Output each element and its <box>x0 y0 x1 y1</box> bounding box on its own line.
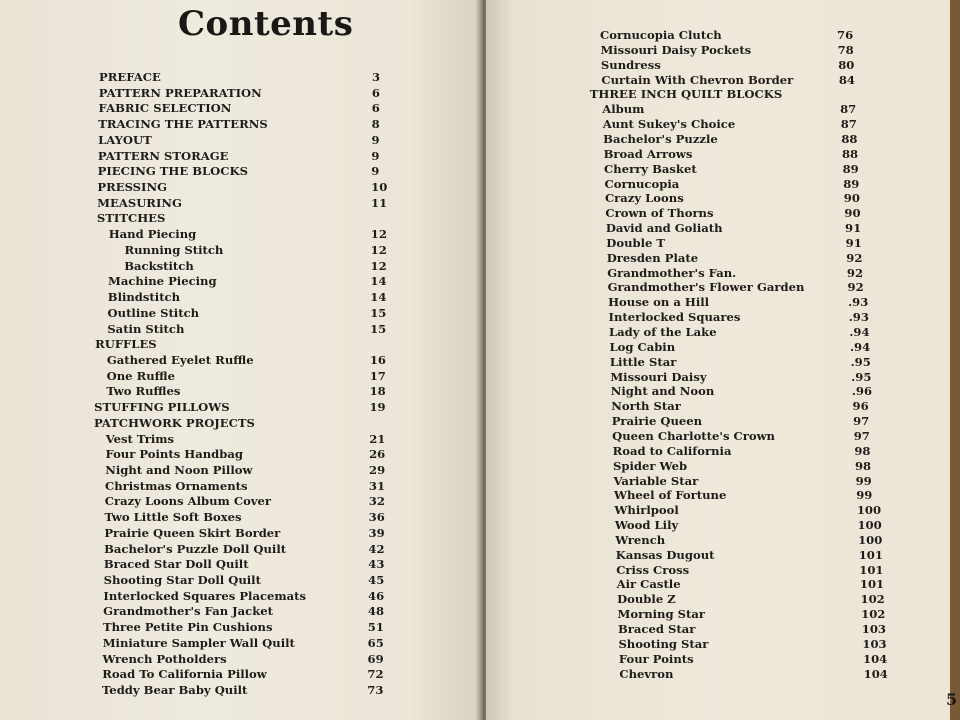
toc-entry-label: PRESSING <box>97 180 167 195</box>
toc-entry-page: 17 <box>369 368 386 383</box>
toc-entry-label: Gathered Eyelet Ruffle <box>106 352 254 367</box>
toc-entry-label: STITCHES <box>96 211 166 226</box>
toc-entry-label: Christmas Ornaments <box>105 478 248 493</box>
toc-entry-page: 6 <box>371 101 380 116</box>
toc-entry <box>606 236 885 251</box>
toc-entry-label: PATTERN STORAGE <box>97 148 229 163</box>
toc-entry-page: 104 <box>863 666 888 681</box>
toc-entry <box>108 274 410 289</box>
toc-entry-page: 26 <box>369 447 386 462</box>
toc-entry-page: 91 <box>845 221 862 236</box>
toc-entry-page: .96 <box>851 384 873 399</box>
toc-entry <box>104 542 408 557</box>
toc-entry-label: House on a Hill <box>608 295 710 310</box>
toc-entry <box>618 622 902 637</box>
toc-entry-page: 100 <box>858 532 883 547</box>
toc-entry-page: 84 <box>838 72 855 87</box>
toc-entry-page: 45 <box>368 573 385 588</box>
toc-entry-page: 14 <box>370 290 387 305</box>
toc-entry-label: Sundress <box>600 57 661 72</box>
toc-entry <box>102 683 407 698</box>
toc-entry-page: 103 <box>862 636 887 651</box>
toc-entry-page: 101 <box>859 562 884 577</box>
toc-entry-page: 9 <box>371 164 380 179</box>
toc-entry-page: 87 <box>840 102 857 117</box>
toc-entry <box>602 102 880 117</box>
toc-entry-page: 76 <box>837 28 854 42</box>
toc-entry-page: 19 <box>369 400 386 415</box>
toc-entry-page: 99 <box>855 473 872 488</box>
toc-entry-page: 89 <box>842 161 859 176</box>
toc-entry <box>105 463 409 478</box>
toc-entry-label: Log Cabin <box>609 339 676 354</box>
toc-entry-label: Bachelor's Puzzle Doll Quilt <box>104 541 287 556</box>
toc-entry <box>98 149 412 164</box>
toc-entry-label: Running Stitch <box>124 242 224 257</box>
toc-entry-label: Dresden Plate <box>606 250 699 265</box>
toc-entry-page: 97 <box>853 414 870 429</box>
toc-entry-label: Whirlpool <box>614 503 679 518</box>
toc-entry-page: 72 <box>367 667 384 682</box>
toc-entry <box>618 607 902 622</box>
toc-entry-label: Two Little Soft Boxes <box>104 510 242 525</box>
toc-entry-label: Bachelor's Puzzle <box>603 131 718 146</box>
toc-entry <box>603 132 881 147</box>
toc-entry-label: Hand Piecing <box>108 227 197 242</box>
toc-entry-label: Shooting Star <box>618 636 709 651</box>
toc-entry-label: Air Castle <box>616 577 681 592</box>
toc-entry-label: STUFFING PILLOWS <box>94 400 230 415</box>
toc-entry <box>614 488 896 503</box>
toc-entry-page: 9 <box>371 132 380 147</box>
toc-entry-label: Grandmother's Fan. <box>607 265 737 280</box>
toc-entry-page: 97 <box>853 428 870 443</box>
toc-entry-page: 36 <box>368 510 385 525</box>
toc-entry-page: 92 <box>846 265 864 280</box>
toc-entry-page: 46 <box>368 588 385 603</box>
toc-entry-label: Four Points Handbag <box>105 447 243 462</box>
toc-entry <box>605 206 884 221</box>
toc-entry-label: Spider Web <box>613 458 688 473</box>
toc-entry-page: 12 <box>370 258 387 273</box>
toc-entry <box>608 295 888 310</box>
toc-entry-label: Wood Lily <box>614 518 679 533</box>
toc-entry-page: 6 <box>371 85 380 100</box>
toc-entry-label: LAYOUT <box>98 132 152 147</box>
toc-entry <box>612 414 893 429</box>
toc-entry-page: 11 <box>371 195 388 210</box>
toc-entry-page: 104 <box>863 651 888 666</box>
toc-entry-page: 102 <box>861 607 886 622</box>
toc-entry <box>99 101 412 116</box>
toc-entry <box>124 243 410 258</box>
toc-entry-page: 102 <box>860 592 885 607</box>
toc-entry-label: Miniature Sampler Wall Quilt <box>102 635 295 650</box>
toc-entry <box>617 577 900 592</box>
toc-entry-label: Blindstitch <box>107 290 181 305</box>
toc-entry <box>107 353 410 368</box>
toc-entry-label: Vest Trims <box>105 431 175 446</box>
toc-entry <box>609 325 889 340</box>
toc-entry-page: 29 <box>369 463 386 477</box>
toc-entry-page: 89 <box>843 176 860 191</box>
toc-entry <box>605 177 884 192</box>
toc-entry <box>614 474 896 489</box>
toc-entry <box>605 191 884 206</box>
toc-entry <box>610 355 891 370</box>
right-toc-list <box>486 0 950 720</box>
toc-entry <box>619 652 903 667</box>
toc-entry <box>615 518 898 533</box>
toc-entry <box>609 340 890 355</box>
toc-entry-label: Crown of Thorns <box>605 206 714 221</box>
toc-entry-page: 90 <box>843 191 860 206</box>
toc-entry <box>600 28 877 43</box>
toc-entry-page: .95 <box>851 369 872 384</box>
toc-entry <box>124 259 410 274</box>
toc-entry-label: Album <box>602 102 645 117</box>
toc-entry <box>106 432 410 447</box>
toc-entry <box>608 280 888 295</box>
toc-entry-page: .95 <box>850 354 871 369</box>
toc-entry-page: 51 <box>367 620 384 635</box>
toc-entry <box>604 162 883 177</box>
toc-entry <box>616 563 899 578</box>
toc-entry-page: 42 <box>368 541 385 556</box>
toc-entry-page: 43 <box>368 557 385 572</box>
toc-entry <box>601 73 879 88</box>
toc-entry-label: TRACING THE PATTERNS <box>98 117 268 132</box>
toc-entry <box>612 429 894 444</box>
toc-entry-page: 101 <box>858 547 883 562</box>
toc-entry-label: PREFACE <box>99 70 161 84</box>
toc-entry-label: Four Points <box>618 651 694 666</box>
toc-entry-label: Lady of the Lake <box>609 325 717 339</box>
toc-entry <box>600 43 877 58</box>
toc-entry <box>97 180 411 195</box>
toc-entry-page: 10 <box>371 180 388 195</box>
toc-entry-page: 8 <box>371 117 380 132</box>
toc-entry <box>619 667 903 682</box>
toc-entry-page: 3 <box>372 70 381 84</box>
toc-entry-page: 73 <box>367 683 384 698</box>
toc-entry-page: 48 <box>367 604 385 619</box>
toc-entry-page: 96 <box>852 399 869 414</box>
toc-entry-page: 98 <box>854 458 872 473</box>
toc-entry-page: 80 <box>838 57 855 72</box>
toc-entry <box>610 370 891 385</box>
toc-entry-label: FABRIC SELECTION <box>98 101 232 116</box>
toc-entry-label: Crazy Loons Album Cover <box>104 494 272 509</box>
toc-entry-page: 31 <box>368 478 386 493</box>
toc-entry-page: 15 <box>370 305 387 320</box>
toc-entry-label: Morning Star <box>617 607 705 622</box>
toc-entry <box>611 384 892 399</box>
toc-entry <box>103 589 408 604</box>
toc-entry <box>590 87 880 102</box>
toc-entry-page: 39 <box>368 525 385 540</box>
toc-entry-label: Queen Charlotte's Crown <box>612 428 775 443</box>
toc-entry-label: Missouri Daisy Pockets <box>600 42 752 57</box>
toc-entry-label: Outline Stitch <box>107 305 200 320</box>
toc-entry <box>607 266 887 281</box>
toc-entry-page: 98 <box>854 443 871 458</box>
toc-entry-label: North Star <box>611 399 681 414</box>
toc-entry-page: 90 <box>844 206 861 221</box>
toc-entry-page: 88 <box>841 131 858 146</box>
toc-entry <box>604 147 882 162</box>
toc-entry-label: Prairie Queen <box>611 414 703 429</box>
toc-entry-label: Wrench <box>615 532 666 547</box>
toc-entry <box>607 251 887 266</box>
toc-entry-page: 12 <box>370 242 387 257</box>
toc-entry-label: PIECING THE BLOCKS <box>97 164 248 179</box>
toc-entry-label: Braced Star Doll Quilt <box>103 557 249 572</box>
toc-entry <box>611 399 892 414</box>
toc-entry-page: .94 <box>850 339 871 354</box>
toc-entry-label: Interlocked Squares <box>608 310 741 325</box>
toc-entry <box>105 479 409 494</box>
toc-entry <box>108 290 411 305</box>
toc-entry-label: Interlocked Squares Placemats <box>103 588 307 603</box>
page-title: Contents <box>178 4 354 44</box>
toc-entry-label: Night and Noon <box>610 384 715 399</box>
toc-entry <box>105 494 409 509</box>
toc-entry <box>613 459 895 474</box>
toc-entry-label: Variable Star <box>613 473 699 488</box>
toc-entry-label: Missouri Daisy <box>610 369 707 384</box>
toc-entry-label: Crazy Loons <box>604 191 684 206</box>
toc-entry-label: PATTERN PREPARATION <box>98 85 262 100</box>
toc-entry <box>109 227 411 242</box>
toc-entry-label: Road to California <box>612 443 732 458</box>
toc-entry-page: .94 <box>849 325 870 339</box>
toc-entry-page: 65 <box>367 635 384 650</box>
toc-entry-page: 9 <box>371 148 380 163</box>
toc-entry-label: Aunt Sukey's Choice <box>602 117 736 132</box>
toc-entry-label: Two Ruffles <box>106 384 181 399</box>
toc-entry <box>108 306 411 321</box>
toc-entry <box>103 604 408 619</box>
toc-entry <box>606 221 885 236</box>
toc-entry-label: David and Goliath <box>605 221 723 236</box>
toc-entry <box>99 86 412 101</box>
toc-entry <box>614 503 896 518</box>
toc-entry <box>102 652 407 667</box>
toc-entry <box>94 400 409 415</box>
toc-entry-label: Braced Star <box>618 622 696 636</box>
toc-entry-label: Cornucopia Clutch <box>600 28 722 42</box>
toc-entry-label: Night and Noon Pillow <box>105 463 253 477</box>
toc-entry-label: Road To California Pillow <box>102 667 267 682</box>
toc-entry-label: Cornucopia <box>604 176 680 191</box>
toc-entry-page: 32 <box>368 494 385 509</box>
toc-entry <box>97 211 411 226</box>
toc-entry <box>609 310 889 325</box>
toc-entry-label: Backstitch <box>124 258 194 273</box>
toc-entry <box>617 592 900 607</box>
toc-entry-label: RUFFLES <box>95 337 157 352</box>
toc-entry-label: Double T <box>606 235 666 250</box>
toc-entry-label: MEASURING <box>97 195 182 210</box>
toc-entry-label: Grandmother's Fan Jacket <box>103 604 274 619</box>
toc-entry <box>105 510 409 525</box>
toc-entry-label: Machine Piecing <box>108 274 217 289</box>
toc-entry <box>104 526 408 541</box>
toc-entry-page: 92 <box>846 250 863 265</box>
toc-entry-page: 100 <box>857 518 882 533</box>
toc-entry <box>603 117 881 132</box>
toc-entry-page: .93 <box>848 310 869 325</box>
toc-entry-label: Broad Arrows <box>603 146 693 161</box>
toc-entry <box>94 416 409 431</box>
toc-entry-label: Grandmother's Flower Garden <box>607 280 805 295</box>
toc-entry-page: 21 <box>369 431 386 446</box>
toc-entry-label: Chevron <box>619 666 674 681</box>
toc-entry <box>615 533 898 548</box>
toc-entry-page: 91 <box>845 235 862 250</box>
toc-entry <box>106 384 409 399</box>
toc-entry <box>104 573 409 588</box>
toc-entry <box>98 133 411 148</box>
toc-entry-label: Satin Stitch <box>107 321 185 336</box>
toc-entry <box>97 196 411 211</box>
table-edge <box>950 0 960 720</box>
toc-entry <box>103 620 408 635</box>
toc-entry-page: 100 <box>856 503 882 518</box>
toc-entry <box>107 369 410 384</box>
toc-entry <box>95 337 410 352</box>
toc-entry-page: 99 <box>856 488 873 503</box>
toc-entry-label: Kansas Dugout <box>615 547 715 562</box>
toc-entry-page: 101 <box>859 577 885 592</box>
toc-entry <box>99 70 412 85</box>
toc-entry <box>105 447 409 462</box>
toc-entry-page: 92 <box>847 280 864 295</box>
toc-entry-page: 16 <box>369 352 386 367</box>
toc-entry-page: 14 <box>370 274 387 289</box>
toc-entry-page: 12 <box>370 227 387 242</box>
toc-entry-page: .93 <box>848 295 869 310</box>
toc-entry <box>98 164 412 179</box>
toc-entry-page: 69 <box>367 651 384 666</box>
toc-entry <box>98 117 411 132</box>
toc-entry-label: Double Z <box>617 592 676 607</box>
toc-entry <box>618 637 902 652</box>
toc-entry-label: One Ruffle <box>106 368 175 383</box>
page-number: 5 <box>946 690 958 709</box>
toc-entry-page: 103 <box>861 622 886 636</box>
toc-entry-label: Curtain With Chevron Border <box>601 72 794 87</box>
toc-entry-label: Criss Cross <box>616 562 690 577</box>
toc-entry-label: Three Petite Pin Cushions <box>102 620 273 635</box>
toc-entry-label: THREE INCH QUILT BLOCKS <box>589 87 783 102</box>
toc-entry <box>107 322 410 337</box>
toc-entry <box>104 557 408 572</box>
toc-entry-label: Wrench Potholders <box>102 651 227 666</box>
toc-entry-label: Wheel of Fortune <box>613 488 727 503</box>
right-page <box>486 0 950 720</box>
toc-entry <box>616 548 899 563</box>
toc-entry <box>103 636 408 651</box>
toc-entry-page: 88 <box>841 146 859 161</box>
toc-entry-page: 15 <box>370 321 387 336</box>
toc-entry-page: 87 <box>840 117 857 132</box>
toc-entry-page: 78 <box>837 42 854 57</box>
toc-entry <box>102 667 407 682</box>
toc-entry-label: Prairie Queen Skirt Border <box>104 525 281 540</box>
toc-entry <box>613 444 895 459</box>
toc-entry-label: Little Star <box>609 354 677 369</box>
toc-entry <box>601 58 878 73</box>
toc-entry-label: PATCHWORK PROJECTS <box>93 415 255 430</box>
toc-entry-label: Cherry Basket <box>604 161 697 176</box>
toc-entry-label: Shooting Star Doll Quilt <box>103 573 261 588</box>
toc-entry-page: 18 <box>369 384 386 399</box>
toc-entry-label: Teddy Bear Baby Quilt <box>102 683 248 698</box>
